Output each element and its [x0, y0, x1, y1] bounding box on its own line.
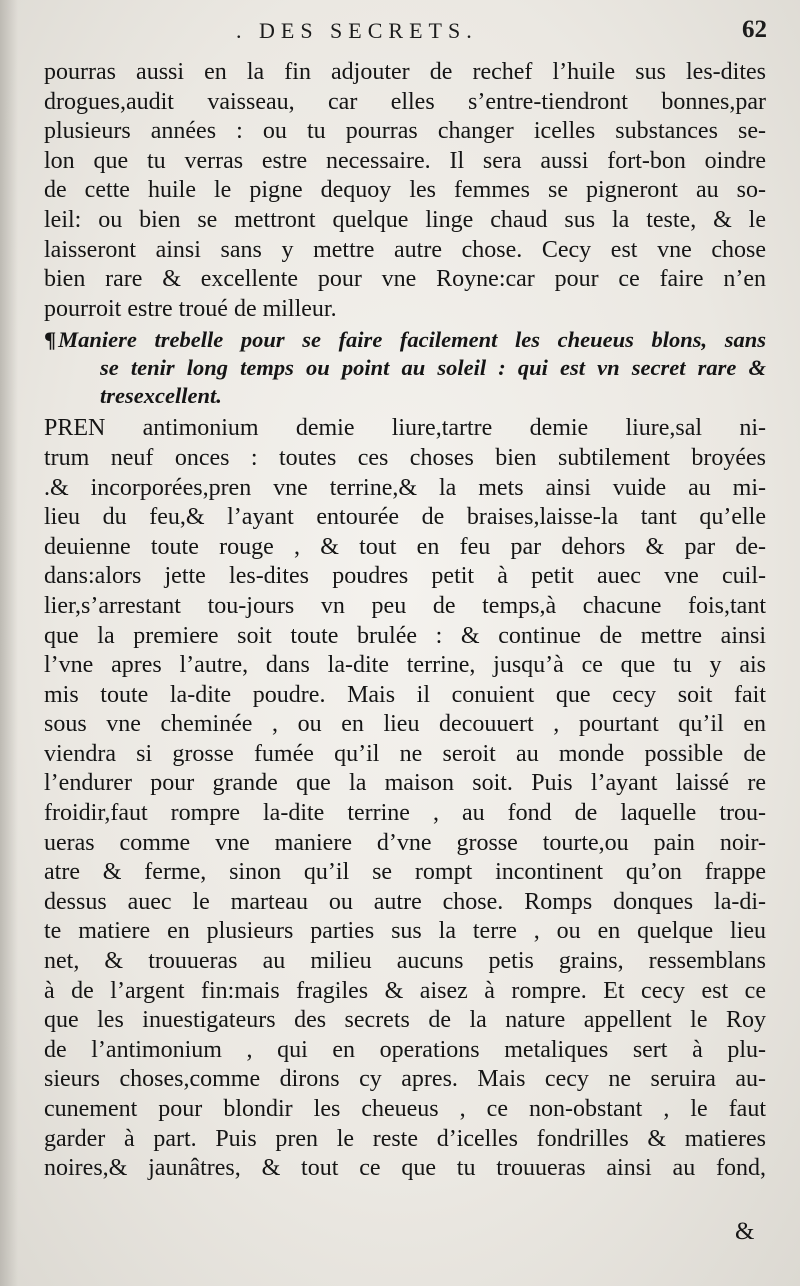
- text-line: .& incorporées,pren vne terrine,& la mets ainsi vuide au mi-: [44, 474, 766, 501]
- text-line: laisseront ainsi sans y mettre autre chose. Cecy est vne chose: [44, 236, 766, 263]
- text-line: pourroit estre troué de milleur.: [44, 295, 337, 322]
- text-line: bien rare & excellente pour vne Royne:car pour ce faire n’en: [44, 266, 766, 293]
- text-line: de l’antimonium , qui en operations metaliques sert à plu-: [44, 1036, 766, 1063]
- text-line: leil: ou bien se mettront quelque linge chaud sus la teste, & le: [44, 206, 766, 233]
- text-line: lieu du feu,& l’ayant entourée de braises,laisse-la tant qu’elle: [44, 504, 766, 531]
- text-line: net, & trouueras au milieu aucuns petis grains, ressemblans: [44, 948, 766, 975]
- text-line: deuienne toute rouge , & tout en feu par dehors & par de-: [44, 533, 766, 560]
- paragraph-continued: [44, 58, 766, 324]
- page-number: 62: [742, 16, 767, 43]
- text-line: que les inuestigateurs des secrets de la nature appellent le Roy: [44, 1007, 766, 1034]
- section-heading: [44, 326, 766, 410]
- text-line: dessus auec le marteau ou autre chose. Romps donques la-di-: [44, 888, 766, 915]
- text-line: sous vne cheminée , ou en lieu decouuert , pourtant qu’il en: [44, 711, 766, 738]
- heading-text: Maniere trebelle pour se faire facilement les cheueus blons, sans: [58, 327, 766, 353]
- text-line: que la premiere soit toute brulée : & continue de mettre ainsi: [44, 622, 766, 649]
- running-head-title: . DES SECRETS.: [236, 18, 478, 43]
- text-line: atre & ferme, sinon qu’il se rompt incontinent qu’on frappe: [44, 859, 766, 886]
- text-line: trum neuf onces : toutes ces choses bien subtilement broyées: [44, 444, 766, 471]
- text-line: lon que tu verras estre necessaire. Il sera aussi fort-bon oindre: [44, 147, 766, 174]
- text-block: [44, 58, 766, 1184]
- heading-line: se tenir long temps ou point au soleil : qui est vn secret rare &: [100, 355, 766, 381]
- paragraph-recipe: [44, 414, 766, 1183]
- pilcrow-mark: ¶: [44, 327, 57, 353]
- text-line: PREN antimonium demie liure,tartre demie liure,sal ni-: [44, 415, 766, 442]
- text-line: ueras comme vne maniere d’vne grosse tourte,ou pain noir-: [44, 829, 766, 856]
- text-line: te matiere en plusieurs parties sus la terre , ou en quelque lieu: [44, 918, 766, 945]
- text-line: pourras aussi en la fin adjouter de rechef l’huile sus les-dites: [44, 59, 766, 85]
- text-line: sieurs choses,comme dirons cy apres. Mais cecy ne seruira au-: [44, 1066, 766, 1093]
- running-head: [0, 18, 800, 58]
- text-line: cunement pour blondir les cheueus , ce non-obstant , le faut: [44, 1096, 766, 1122]
- heading-line: tresexcellent.: [100, 383, 222, 409]
- text-line: l’vne apres l’autre, dans la-dite terrine, jusqu’à ce que tu y ais: [44, 652, 766, 679]
- text-line: drogues,audit vaisseau, car elles s’entre-tiendront bonnes,par: [44, 88, 766, 115]
- text-line: froidir,faut rompre la-dite terrine , au fond de laquelle trou-: [44, 800, 766, 827]
- text-line: de cette huile le pigne dequoy les femmes se pigneront au so-: [44, 177, 766, 204]
- text-line: à de l’argent fin:mais fragiles & aisez à rompre. Et cecy est ce: [44, 977, 766, 1004]
- text-line: plusieurs années : ou tu pourras changer icelles substances se-: [44, 118, 766, 145]
- text-line: viendra si grosse fumée qu’il ne seroit au monde possible de: [44, 740, 766, 767]
- text-line: lier,s’arrestant tou-jours vn peu de temps,à chacune fois,tant: [44, 592, 766, 619]
- text-line: mis toute la-dite poudre. Mais il conuient que cecy soit fait: [44, 681, 766, 708]
- text-line: dans:alors jette les-dites poudres petit à petit auec vne cuil-: [44, 563, 766, 590]
- heading-line: [44, 326, 766, 354]
- text-line: noires,& jaunâtres, & tout ce que tu trouueras ainsi au fond,: [44, 1155, 766, 1182]
- text-line: l’endurer pour grande que la maison soit. Puis l’ayant laissé re: [44, 770, 766, 797]
- catchword: &: [735, 1218, 755, 1245]
- text-line: garder à part. Puis pren le reste d’icelles fondrilles & matieres: [44, 1125, 766, 1152]
